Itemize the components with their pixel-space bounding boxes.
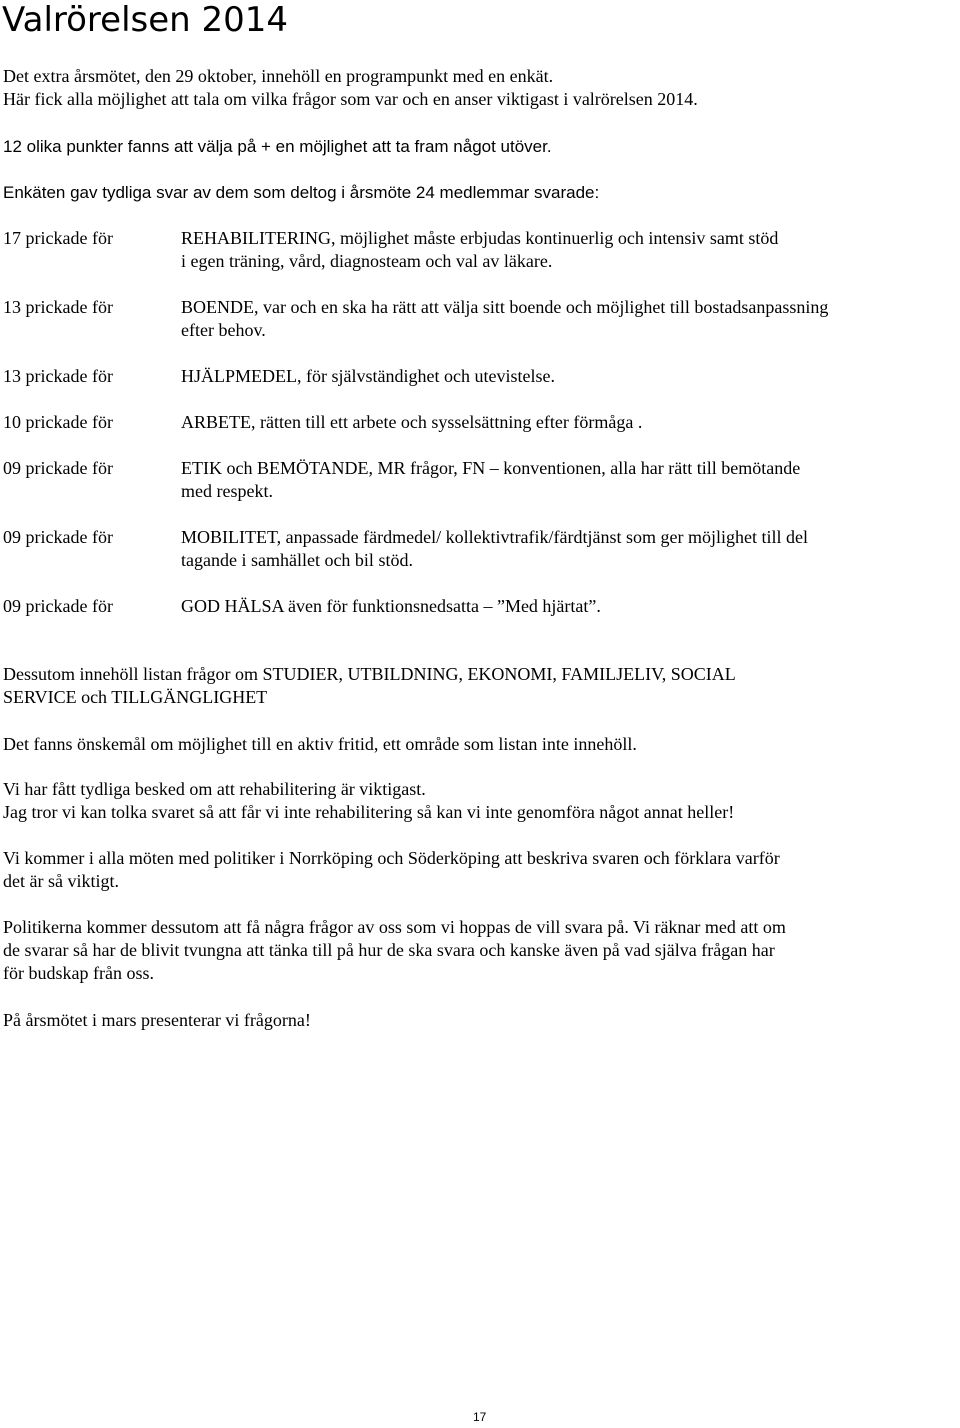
options-line: 12 olika punkter fanns att välja på + en möjlighet att ta fram något utöver. [3, 137, 552, 156]
paragraph-line: Jag tror vi kan tolka svaret så att får vi inte rehabilitering så kan vi inte genomföra något annat heller! [3, 802, 735, 822]
result-text: REHABILITERING, möjlighet måste erbjudas kontinuerlig och intensiv samt stöd [181, 228, 779, 248]
result-text: efter behov. [181, 320, 266, 340]
result-text: BOENDE, var och en ska ha rätt att välja sitt boende och möjlighet till bostadsanpassning [181, 297, 829, 317]
result-label: 09 prickade för [3, 458, 113, 478]
result-text: ARBETE, rätten till ett arbete och sysselsättning efter förmåga . [181, 412, 643, 432]
paragraph-line: Det fanns önskemål om möjlighet till en aktiv fritid, ett område som listan inte innehöll. [3, 734, 637, 754]
paragraph-line: Dessutom innehöll listan frågor om STUDIER, UTBILDNING, EKONOMI, FAMILJELIV, SOCIAL [3, 664, 736, 684]
result-label: 09 prickade för [3, 527, 113, 547]
result-text: i egen träning, vård, diagnosteam och val av läkare. [181, 251, 553, 271]
result-label: 09 prickade för [3, 596, 113, 616]
result-text: tagande i samhället och bil stöd. [181, 550, 413, 570]
paragraph-line: Vi har fått tydliga besked om att rehabilitering är viktigast. [3, 779, 426, 799]
result-text: ETIK och BEMÖTANDE, MR frågor, FN – konventionen, alla har rätt till bemötande [181, 458, 801, 478]
paragraph-line: det är så viktigt. [3, 871, 119, 891]
paragraph-line: Vi kommer i alla möten med politiker i Norrköping och Söderköping att beskriva svaren och förklara varför [3, 848, 780, 868]
paragraph-line: På årsmötet i mars presenterar vi frågorna! [3, 1010, 311, 1030]
intro-line-2: Här fick alla möjlighet att tala om vilka frågor som var och en anser viktigast i valrörelsen 2014. [3, 89, 698, 109]
result-label: 13 prickade för [3, 297, 113, 317]
result-label: 10 prickade för [3, 412, 113, 432]
page-title: Valrörelsen 2014 [2, 0, 289, 40]
result-label: 13 prickade för [3, 366, 113, 386]
paragraph-line: för budskap från oss. [3, 963, 154, 983]
result-text: GOD HÄLSA även för funktionsnedsatta – ”Med hjärtat”. [181, 596, 601, 616]
intro-line-1: Det extra årsmötet, den 29 oktober, innehöll en programpunkt med en enkät. [3, 66, 554, 86]
page-number: 17 [473, 1410, 487, 1424]
result-text: med respekt. [181, 481, 273, 501]
paragraph-line: SERVICE och TILLGÄNGLIGHET [3, 687, 268, 707]
result-text: MOBILITET, anpassade färdmedel/ kollektivtrafik/färdtjänst som ger möjlighet till del [181, 527, 808, 547]
survey-line: Enkäten gav tydliga svar av dem som deltog i årsmöte 24 medlemmar svarade: [3, 183, 600, 202]
paragraph-line: de svarar så har de blivit tvungna att tänka till på hur de ska svara och kanske även på vad själva frågan har [3, 940, 775, 960]
result-text: HJÄLPMEDEL, för självständighet och utevistelse. [181, 366, 555, 386]
paragraph-line: Politikerna kommer dessutom att få några frågor av oss som vi hoppas de vill svara på. Vi räknar med att om [3, 917, 786, 937]
result-label: 17 prickade för [3, 228, 113, 248]
